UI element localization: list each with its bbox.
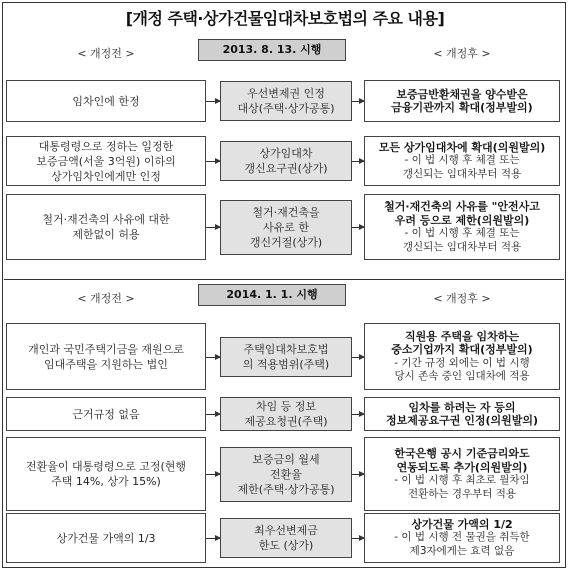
after-text: 임차를 하려는 자 등의	[408, 400, 516, 414]
after-text: 당시 존속 중인 임대차에 적용	[394, 370, 530, 382]
item-cell	[220, 397, 352, 431]
arrow-before-to-item	[206, 161, 220, 162]
item-text: 의 적용범위(주택)	[242, 357, 330, 371]
before-header: < 개정전 >	[77, 47, 135, 60]
arrow-before-to-item	[206, 101, 220, 102]
arrow-before-to-item	[206, 474, 220, 475]
after-text: 철거·재건축의 사유를 "안전사고	[384, 200, 540, 213]
after-text: 금융기관까지 확대(정부발의)	[391, 101, 533, 114]
arrow-item-to-after	[352, 538, 364, 539]
before-text: 대통령령으로 정하는 일정한	[38, 139, 174, 153]
item-text: 최우선변제금	[254, 524, 318, 537]
document-title: [개정 주택·상가건물임대차보호법의 주요 내용]	[125, 9, 445, 28]
section-divider	[4, 279, 564, 280]
item-cell	[220, 141, 352, 181]
before-text: 철거·재건축의 사유에 대한	[42, 213, 170, 226]
after-cell	[364, 513, 560, 563]
arrow-before-to-item	[206, 414, 220, 415]
item-text: 갱신요구권(상가)	[244, 162, 328, 175]
after-text: 갱신되는 임대차부터 적용	[402, 167, 522, 180]
arrow-item-to-after	[352, 101, 364, 102]
after-text: 정보제공요구권 인정(의원발의)	[385, 414, 539, 427]
after-header: < 개정후 >	[433, 292, 491, 305]
before-text: 임차인에 한정	[72, 94, 140, 108]
item-text: 제한(주택·상가공통)	[237, 482, 335, 496]
arrow-item-to-after	[352, 161, 364, 162]
arrow-item-to-after	[352, 227, 364, 228]
after-text: 중소기업까지 확대(정부발의)	[391, 343, 533, 356]
after-text: - 기간 규정 외에는 이 법 시행	[394, 356, 530, 369]
after-text: - 이 법 시행 후 체결 또는	[404, 154, 520, 167]
effective-date-badge: 2014. 1. 1. 시행	[198, 284, 346, 306]
arrow-item-to-after	[352, 474, 364, 475]
item-text: 사유로 한	[262, 220, 309, 234]
arrow-item-to-after	[352, 414, 364, 415]
before-cell	[6, 437, 206, 511]
after-text: - 이 법 시행 후 체결 또는	[404, 227, 520, 239]
item-cell	[220, 518, 352, 558]
arrow-item-to-after	[352, 357, 364, 358]
item-cell	[220, 337, 352, 377]
effective-date-badge: 2013. 8. 13. 시행	[198, 39, 346, 61]
arrow-before-to-item	[206, 538, 220, 539]
item-text: 갱신거절(상가)	[249, 235, 323, 249]
after-text: 연동되도록 추가(의원발의)	[396, 460, 528, 474]
before-cell	[6, 136, 206, 186]
before-cell	[6, 323, 206, 390]
after-cell	[364, 194, 560, 260]
after-text: - 이 법 시행 후 최초로 월차임	[394, 474, 530, 486]
item-text: 전환율	[270, 467, 302, 481]
before-text: 주택 14%, 상가 15%)	[51, 475, 161, 488]
after-text: - 이 법 시행 전 물권을 취득한	[394, 531, 530, 544]
before-cell	[6, 194, 206, 260]
item-text: 우선변제권 인정	[247, 87, 325, 100]
item-cell	[220, 81, 352, 121]
after-cell	[364, 323, 560, 390]
after-text: 제3자에게는 효력 없음	[409, 544, 515, 557]
after-text: 우려 등으로 제한(의원발의)	[394, 213, 530, 227]
after-cell	[364, 136, 560, 186]
before-text: 임대주택을 지원하는 법인	[44, 357, 168, 371]
after-cell	[364, 397, 560, 431]
after-text: 갱신되는 임대차부터 적용	[402, 240, 522, 253]
item-cell	[220, 200, 352, 255]
item-text: 대상(주택·상가공통)	[237, 102, 335, 115]
before-text: 근거규정 없음	[72, 407, 140, 421]
before-text: 전환율이 대통령령으로 고정(현행	[25, 460, 187, 473]
before-text: 상가임차인에게만 인정	[51, 169, 161, 183]
item-text: 보증금의 월세	[252, 452, 320, 466]
after-text: 상가건물 가액의 1/2	[411, 517, 513, 531]
before-text: 제한없이 허용	[72, 228, 140, 241]
before-cell	[6, 397, 206, 431]
before-cell	[6, 80, 206, 122]
item-text: 제공요청권(주택)	[244, 415, 328, 428]
arrow-before-to-item	[206, 227, 220, 228]
after-text: 직원용 주택을 임차하는	[405, 329, 519, 343]
after-header: < 개정후 >	[433, 47, 491, 60]
before-text: 상가건물 가액의 1/3	[56, 531, 156, 545]
arrow-before-to-item	[206, 357, 220, 358]
item-cell	[220, 447, 352, 502]
item-text: 철거·재건축을	[252, 205, 320, 219]
after-text: 전환하는 경우부터 적용	[407, 487, 517, 500]
item-text: 상가임대차	[259, 147, 313, 160]
before-header: < 개정전 >	[77, 292, 135, 305]
after-text: 보증금반환채권을 양수받은	[396, 87, 528, 101]
after-text: 한국은행 공시 기준금리와도	[394, 447, 530, 460]
after-text: 모든 상가임대차에 확대(의원발의)	[378, 140, 546, 154]
before-text: 보증금액(서울 3억원) 이하의	[36, 154, 176, 168]
item-text: 차임 등 정보	[255, 400, 317, 413]
after-cell	[364, 80, 560, 122]
before-cell	[6, 513, 206, 563]
item-text: 주택임대차보호법	[243, 342, 329, 356]
item-text: 한도 (상가)	[258, 539, 314, 552]
after-cell	[364, 437, 560, 511]
before-text: 개인과 국민주택기금을 재원으로	[28, 342, 184, 356]
